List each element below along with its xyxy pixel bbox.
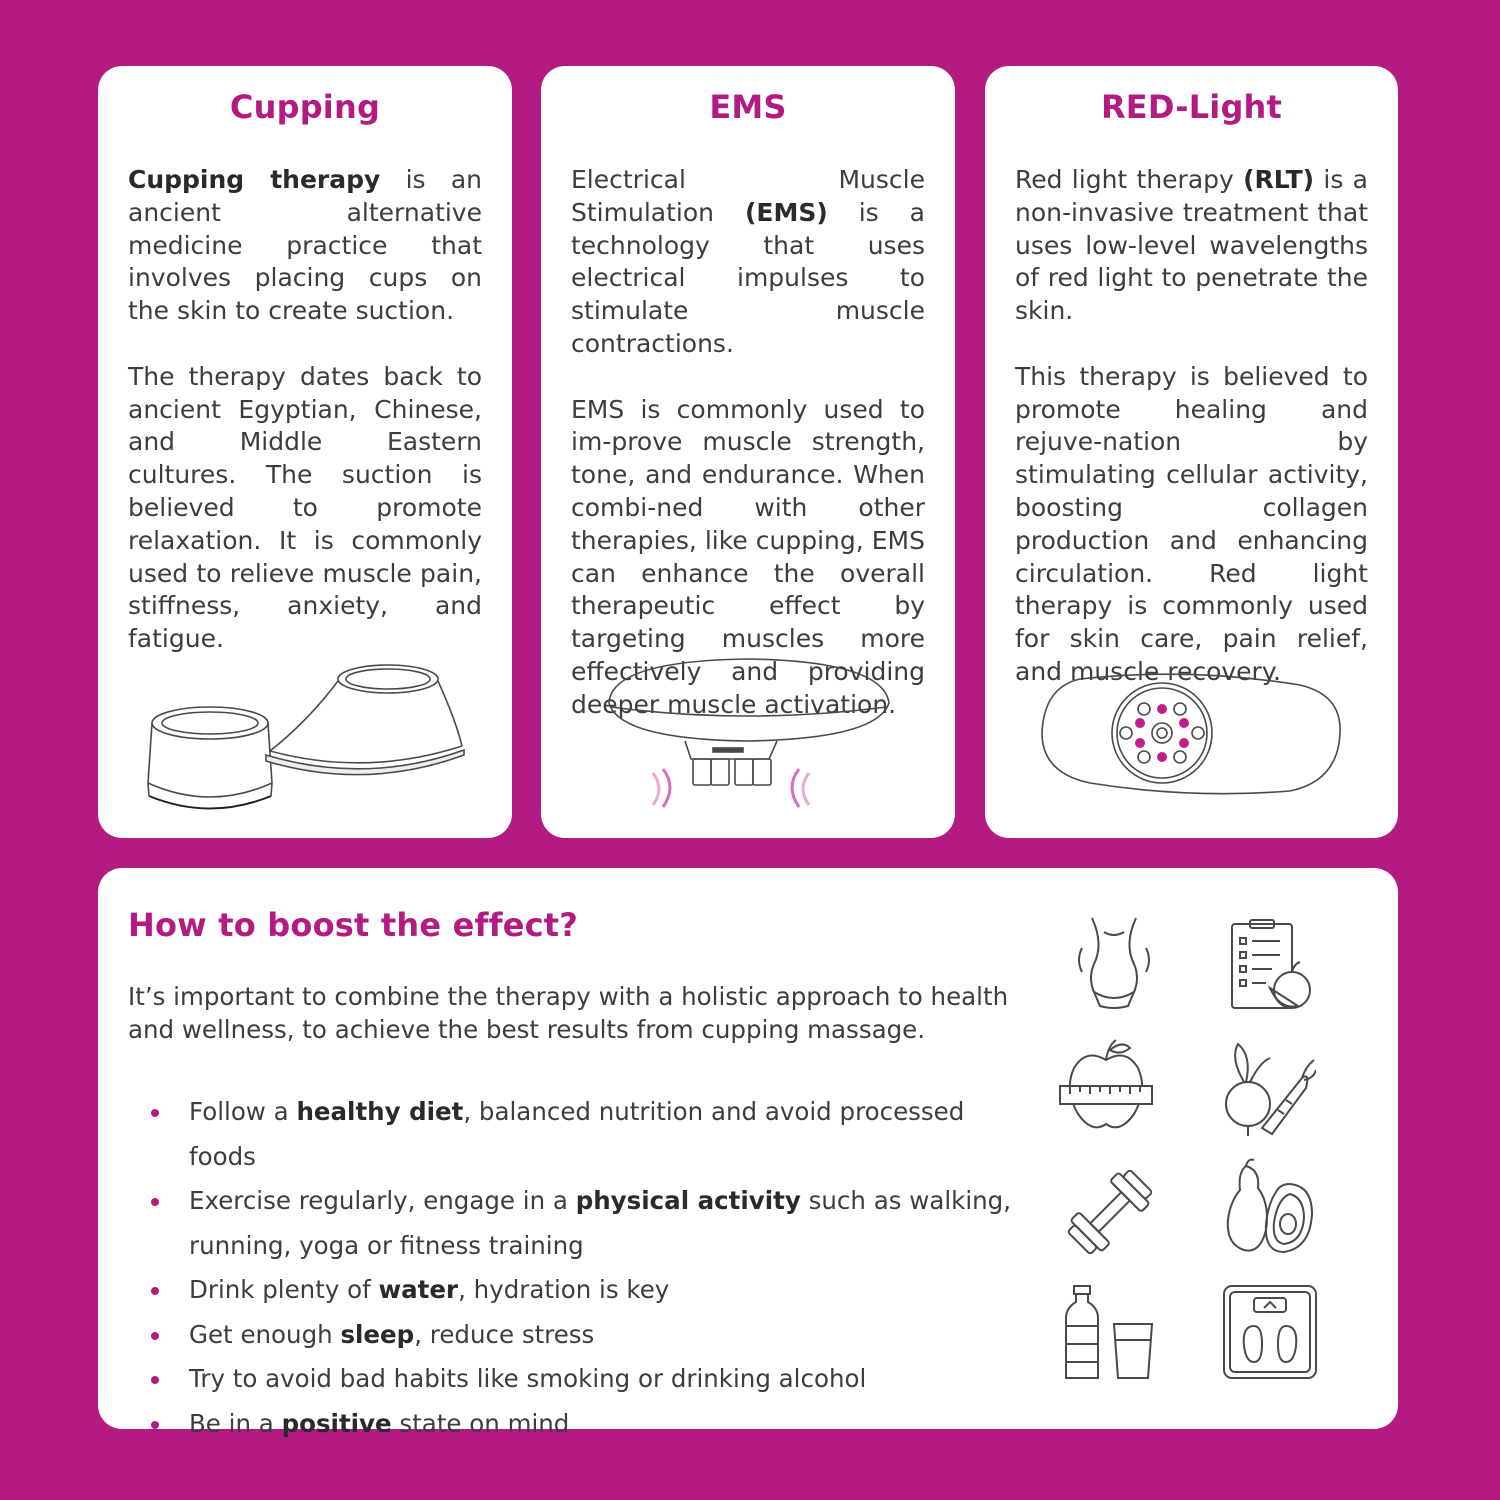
list-item: Follow a healthy diet, balanced nutrition and avoid processed foods <box>148 1090 1028 1179</box>
ems-device-icon <box>601 651 901 821</box>
red-light-device-icon <box>1040 671 1345 801</box>
cupping-paragraph-1 <box>128 164 482 328</box>
vegetables-icon <box>1216 1038 1316 1138</box>
cupping-p1-text: is an ancient alternative medicine practice that involves placing cups on the skin to create suction. <box>128 165 483 326</box>
red-light-paragraph-1 <box>1015 164 1368 328</box>
wellness-icon-grid <box>1056 914 1336 1394</box>
list-item: Be in a positive state on mind <box>148 1402 1028 1447</box>
ems-p1-text: is a technology that uses electrical impulses to stimulate muscle contractions. <box>571 197 926 358</box>
ems-description <box>571 164 925 722</box>
cupping-term: Cupping therapy <box>128 165 381 194</box>
list-item: Get enough sleep, reduce stress <box>148 1313 1028 1358</box>
cupping-card <box>98 66 512 838</box>
ems-paragraph-2: EMS is commonly used to im-prove muscle strength, tone, and endurance. When combi-ned with other therapies, like cupping, EMS can enhance the overall therapeutic effect by targeting muscles more effectively and providing deeper muscle activation. <box>571 394 925 719</box>
boost-intro: It’s important to combine the therapy with a holistic approach to health and wellness, to achieve the best results from cupping massage. <box>128 982 1009 1044</box>
apple-measure-icon <box>1056 1038 1156 1138</box>
diet-plan-icon <box>1220 918 1320 1018</box>
red-light-description <box>1015 164 1368 689</box>
red-light-title: RED-Light <box>1100 88 1283 126</box>
red-light-paragraph-2: This therapy is believed to promote healing and rejuve-nation by stimulating cellular activity, boosting collagen production and enhancing circulation. Red light therapy is commonly used for skin care, pain relief, and muscle recovery. <box>1015 361 1368 686</box>
list-item: Exercise regularly, engage in a physical activity such as walking, running, yoga or fitness training <box>148 1179 1028 1268</box>
boost-tips-list <box>148 1090 1028 1446</box>
red-light-card <box>985 66 1398 838</box>
boost-title: How to boost the effect? <box>128 906 579 944</box>
cupping-description <box>128 164 482 656</box>
ems-title: EMS <box>709 88 787 126</box>
ems-term: (EMS) <box>744 197 828 227</box>
cupping-paragraph-2: The therapy dates back to ancient Egyptian, Chinese, and Middle Eastern cultures. The suction is believed to promote relaxation. It is commonly used to relieve muscle pain, stiffness, anxiety, and fatigue. <box>128 361 482 654</box>
list-item: Try to avoid bad habits like smoking or drinking alcohol <box>148 1357 1028 1402</box>
red-p1-start: Red light therapy <box>1015 165 1244 194</box>
ems-p1-start: Electrical Muscle Stimulation <box>571 165 925 227</box>
red-p1-text: is a non-invasive treatment that uses low-level wavelengths of red light to penetrate the skin. <box>1015 165 1368 326</box>
water-icon <box>1060 1284 1160 1384</box>
ems-card <box>541 66 955 838</box>
waist-icon <box>1064 914 1164 1014</box>
cupping-cups-icon <box>138 651 478 811</box>
list-item: Drink plenty of water, hydration is key <box>148 1268 1028 1313</box>
red-light-term: (RLT) <box>1243 165 1315 194</box>
dumbbell-icon <box>1060 1162 1160 1262</box>
avocado-icon <box>1220 1158 1320 1258</box>
boost-card <box>98 868 1398 1438</box>
ems-paragraph-1 <box>571 164 925 361</box>
scale-icon <box>1220 1282 1320 1382</box>
cupping-title: Cupping <box>229 88 381 126</box>
